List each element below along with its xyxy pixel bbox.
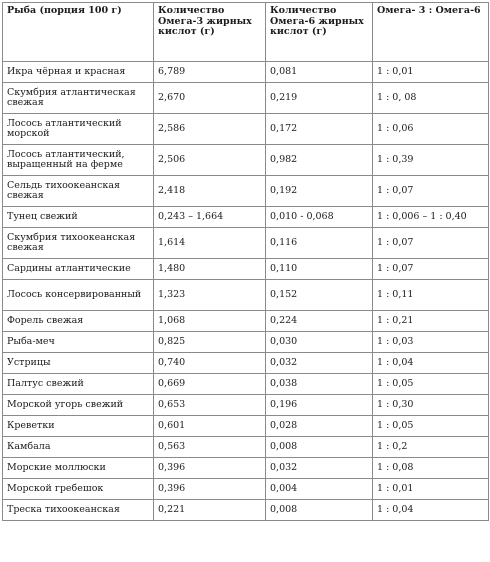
cell-ratio: 1 : 0,01: [373, 62, 489, 83]
cell-omega6: 0,032: [266, 353, 373, 374]
cell-omega3: 1,323: [154, 280, 266, 311]
cell-ratio: 1 : 0,11: [373, 280, 489, 311]
table-row: [3, 353, 489, 374]
table-row: [3, 374, 489, 395]
header-row: [3, 3, 489, 62]
cell-omega3: 1,068: [154, 311, 266, 332]
cell-omega6: 0,224: [266, 311, 373, 332]
cell-omega6: 0,038: [266, 374, 373, 395]
cell-fish: Морские моллюски: [3, 458, 154, 479]
cell-omega6: 0,172: [266, 114, 373, 145]
cell-ratio: 1 : 0,30: [373, 395, 489, 416]
cell-ratio: 1 : 0,04: [373, 500, 489, 521]
cell-ratio: 1 : 0,21: [373, 311, 489, 332]
omega-table: [2, 2, 489, 521]
table-row: [3, 280, 489, 311]
cell-fish: Скумбрия атлантическая свежая: [3, 83, 154, 114]
table-row: [3, 416, 489, 437]
table-row: [3, 62, 489, 83]
cell-fish: Тунец свежий: [3, 207, 154, 228]
cell-omega3: 0,396: [154, 458, 266, 479]
cell-omega6: 0,028: [266, 416, 373, 437]
cell-ratio: 1 : 0,05: [373, 416, 489, 437]
cell-omega3: 0,221: [154, 500, 266, 521]
cell-fish: Лосось атлантический, выращенный на ферме: [3, 145, 154, 176]
cell-omega3: 0,740: [154, 353, 266, 374]
cell-fish: Морской гребешок: [3, 479, 154, 500]
cell-omega3: 2,506: [154, 145, 266, 176]
cell-omega3: 2,418: [154, 176, 266, 207]
table-row: [3, 145, 489, 176]
cell-omega6: 0,030: [266, 332, 373, 353]
cell-ratio: 1 : 0,07: [373, 259, 489, 280]
cell-ratio: 1 : 0,39: [373, 145, 489, 176]
cell-omega6: 0,008: [266, 437, 373, 458]
cell-ratio: 1 : 0,01: [373, 479, 489, 500]
cell-omega3: 2,586: [154, 114, 266, 145]
table-row: [3, 395, 489, 416]
cell-ratio: 1 : 0,006 – 1 : 0,40: [373, 207, 489, 228]
cell-ratio: 1 : 0, 08: [373, 83, 489, 114]
cell-omega3: 0,243 – 1,664: [154, 207, 266, 228]
cell-omega6: 0,010 - 0,068: [266, 207, 373, 228]
header-ratio: Омега- 3 : Омега-6: [373, 3, 489, 62]
cell-omega3: 0,825: [154, 332, 266, 353]
table-row: [3, 500, 489, 521]
cell-fish: Треска тихоокеанская: [3, 500, 154, 521]
cell-fish: Скумбрия тихоокеанская свежая: [3, 228, 154, 259]
cell-fish: Сельдь тихоокеанская свежая: [3, 176, 154, 207]
table-row: [3, 83, 489, 114]
cell-ratio: 1 : 0,08: [373, 458, 489, 479]
cell-omega3: 2,670: [154, 83, 266, 114]
table-row: [3, 176, 489, 207]
cell-omega3: 0,669: [154, 374, 266, 395]
table-row: [3, 311, 489, 332]
cell-ratio: 1 : 0,07: [373, 176, 489, 207]
cell-omega6: 0,152: [266, 280, 373, 311]
cell-ratio: 1 : 0,2: [373, 437, 489, 458]
header-omega6: Количество Омега-6 жирных кислот (г): [266, 3, 373, 62]
cell-fish: Креветки: [3, 416, 154, 437]
cell-omega6: 0,004: [266, 479, 373, 500]
header-omega3: Количество Омега-3 жирных кислот (г): [154, 3, 266, 62]
header-fish: Рыба (порция 100 г): [3, 3, 154, 62]
table-row: [3, 437, 489, 458]
cell-fish: Рыба-меч: [3, 332, 154, 353]
cell-ratio: 1 : 0,04: [373, 353, 489, 374]
table-row: [3, 228, 489, 259]
cell-omega6: 0,982: [266, 145, 373, 176]
table-row: [3, 114, 489, 145]
cell-omega3: 1,614: [154, 228, 266, 259]
cell-fish: Устрицы: [3, 353, 154, 374]
cell-fish: Сардины атлантические: [3, 259, 154, 280]
cell-omega6: 0,196: [266, 395, 373, 416]
table-row: [3, 479, 489, 500]
cell-omega3: 0,653: [154, 395, 266, 416]
cell-ratio: 1 : 0,07: [373, 228, 489, 259]
cell-omega6: 0,219: [266, 83, 373, 114]
table-row: [3, 458, 489, 479]
cell-fish: Икра чёрная и красная: [3, 62, 154, 83]
cell-omega6: 0,110: [266, 259, 373, 280]
cell-omega3: 0,396: [154, 479, 266, 500]
table-row: [3, 207, 489, 228]
cell-omega6: 0,116: [266, 228, 373, 259]
table-row: [3, 332, 489, 353]
cell-fish: Лосось консервированный: [3, 280, 154, 311]
cell-fish: Палтус свежий: [3, 374, 154, 395]
cell-omega3: 0,563: [154, 437, 266, 458]
cell-fish: Форель свежая: [3, 311, 154, 332]
cell-omega3: 1,480: [154, 259, 266, 280]
cell-fish: Камбала: [3, 437, 154, 458]
cell-ratio: 1 : 0,05: [373, 374, 489, 395]
cell-omega3: 6,789: [154, 62, 266, 83]
cell-omega3: 0,601: [154, 416, 266, 437]
cell-ratio: 1 : 0,06: [373, 114, 489, 145]
table-row: [3, 259, 489, 280]
cell-fish: Лосось атлантический морской: [3, 114, 154, 145]
cell-ratio: 1 : 0,03: [373, 332, 489, 353]
cell-fish: Морской угорь свежий: [3, 395, 154, 416]
cell-omega6: 0,192: [266, 176, 373, 207]
cell-omega6: 0,032: [266, 458, 373, 479]
cell-omega6: 0,008: [266, 500, 373, 521]
cell-omega6: 0,081: [266, 62, 373, 83]
